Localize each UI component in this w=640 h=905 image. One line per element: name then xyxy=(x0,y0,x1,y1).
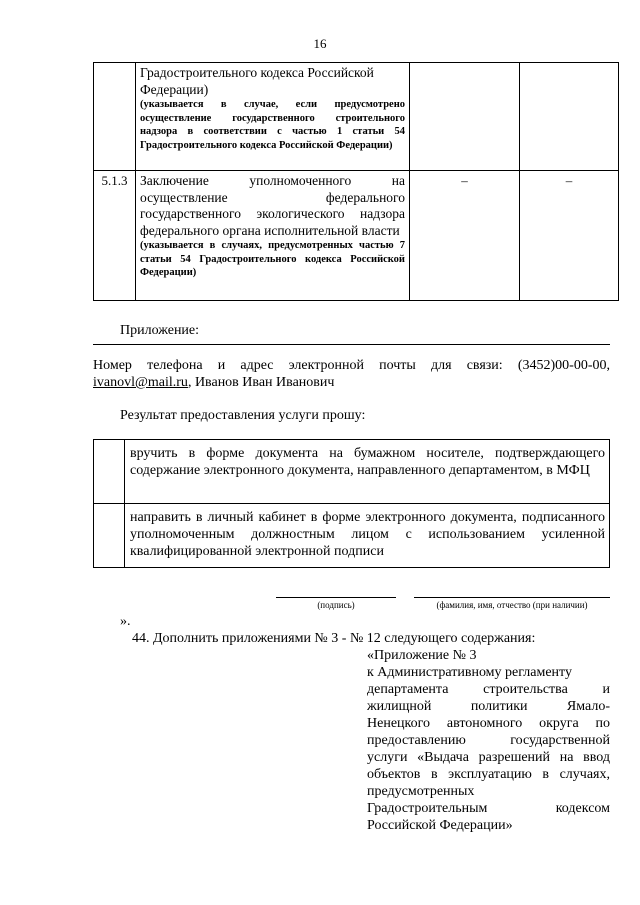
option-checkbox[interactable] xyxy=(94,440,125,504)
row-text-line: Федерации) xyxy=(140,81,209,97)
contact-name: , Иванов Иван Иванович xyxy=(187,375,335,390)
appendix-line: Градостроительным кодексом xyxy=(367,801,610,816)
appendix-line: услуги «Выдача разрешений на ввод xyxy=(367,750,610,765)
row-text: Заключение уполномоченного на осуществление федерального государственного экологического надзора федерального органа исполнительной власти xyxy=(140,173,405,238)
row-col4: – xyxy=(520,171,619,301)
row-note: (указывается в случаях, предусмотренных частью 7 статьи 54 Градостроительного кодекса Российской Федерации) xyxy=(140,240,405,278)
option-checkbox[interactable] xyxy=(94,504,125,568)
email-link[interactable]: ivanovl@mail.ru xyxy=(93,375,188,390)
page-number: 16 xyxy=(313,36,327,51)
option-row[interactable] xyxy=(94,504,610,568)
appendix-line: «Приложение № 3 xyxy=(367,648,477,663)
name-label: (фамилия, имя, отчество (при наличии) xyxy=(436,600,588,610)
contact-line: Номер телефона и адрес электронной почты для связи: (3452)00-00-00, xyxy=(93,358,610,373)
table-row xyxy=(94,171,619,301)
appendix-header xyxy=(367,647,610,834)
appendix-line: Ненецкого автономного округа по xyxy=(367,716,610,731)
documents-table xyxy=(93,62,619,301)
closing-quote: ». xyxy=(120,614,131,629)
result-options-table xyxy=(93,439,610,568)
row-text-line: Градостроительного кодекса Российской xyxy=(140,65,374,80)
item-44: 44. Дополнить приложениями № 3 - № 12 следующего содержания: xyxy=(132,631,536,646)
appendix-line: предоставлению государственной xyxy=(367,733,610,748)
row-number xyxy=(94,63,136,171)
appendix-line: Российской Федерации» xyxy=(367,818,513,833)
appendix-line: департамента строительства и xyxy=(367,682,610,697)
option-row[interactable] xyxy=(94,440,610,504)
signature-label: (подпись) xyxy=(317,600,355,610)
appendix-line: предусмотренных xyxy=(367,784,475,799)
appendix-line: к Административному регламенту xyxy=(367,665,572,680)
row-description xyxy=(136,171,410,301)
appendix-line: жилищной политики Ямало- xyxy=(367,699,610,714)
attachment-underline xyxy=(93,344,610,345)
appendix-line: объектов в эксплуатацию в случаях, xyxy=(367,767,610,782)
row-col3: – xyxy=(410,171,520,301)
row-col4 xyxy=(520,63,619,171)
signature-line xyxy=(276,597,396,598)
row-description xyxy=(136,63,410,171)
option-text: вручить в форме документа на бумажном носителе, подтверждающего содержание электронного документа, направленного департаментом, в МФЦ xyxy=(125,440,610,504)
option-text: направить в личный кабинет в форме электронного документа, подписанного уполномоченным должностным лицом с использованием усиленной квалифицированной электронной подписи xyxy=(125,504,610,568)
row-note: (указывается в случае, если предусмотрено осуществление государственного строительного надзора в соответствии с частью 1 статьи 54 Градостроительного кодекса Российской Федерации) xyxy=(140,99,405,151)
row-col3 xyxy=(410,63,520,171)
result-label: Результат предоставления услуги прошу: xyxy=(120,408,366,423)
name-line xyxy=(414,597,610,598)
table-row xyxy=(94,63,619,171)
attachment-label: Приложение: xyxy=(120,323,200,338)
row-number: 5.1.3 xyxy=(94,171,136,301)
contact-line-2 xyxy=(93,374,334,391)
